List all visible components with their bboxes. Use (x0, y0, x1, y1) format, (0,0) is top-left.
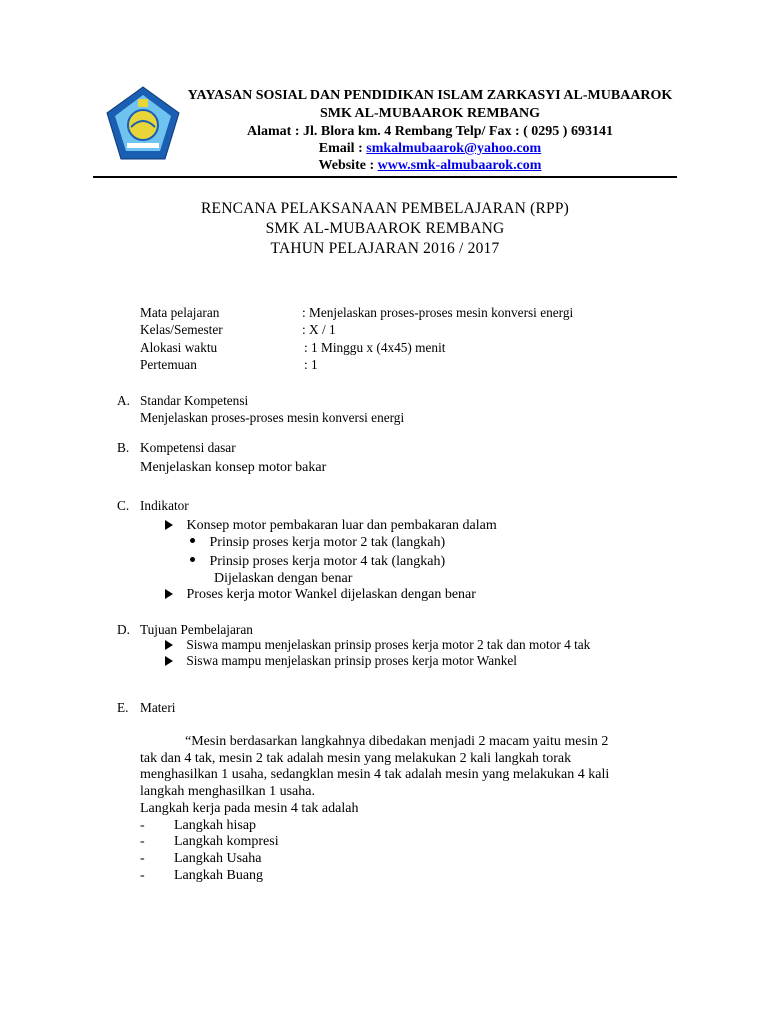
arrow-bullet-icon (165, 656, 173, 666)
arrow-bullet-icon (165, 589, 173, 599)
material-step (140, 851, 261, 867)
section-e-heading: Materi (140, 700, 176, 715)
section-a-letter: A. (117, 393, 130, 408)
indicator-sub-1 (190, 535, 445, 551)
material-paragraph-line-1: “Mesin berdasarkan langkahnya dibedakan menjadi 2 macam yaitu mesin 2 (185, 734, 609, 749)
indicator-sub-1-text: Prinsip proses kerja motor 2 tak (langkah) (209, 535, 446, 550)
arrow-bullet-icon (165, 520, 173, 530)
indicator-item-2-text: Proses kerja motor Wankel dijelaskan dengan benar (186, 587, 476, 602)
identity-value-meeting: : 1 (304, 357, 318, 372)
identity-value-time: : 1 Minggu x (4x45) menit (304, 340, 446, 355)
objective-item-1-text: Siswa mampu menjelaskan prinsip proses kerja motor 2 tak dan motor 4 tak (186, 637, 591, 652)
dash-bullet: - (140, 818, 145, 833)
material-step (140, 868, 263, 884)
material-step (140, 834, 279, 850)
section-a-body: Menjelaskan proses-proses mesin konversi energi (140, 410, 405, 425)
document-title: RENCANA PELAKSANAAN PEMBELAJARAN (RPP) (200, 200, 569, 217)
arrow-bullet-icon (165, 640, 173, 650)
foundation-name: YAYASAN SOSIAL DAN PENDIDIKAN ISLAM ZARKASYI AL-MUBAAROK (187, 88, 673, 103)
indicator-sub-2-text: Prinsip proses kerja motor 4 tak (langkah) (209, 554, 446, 569)
school-address: Alamat : Jl. Blora km. 4 Rembang Telp/ Fax : ( 0295 ) 693141 (247, 124, 613, 139)
identity-label-time: Alokasi waktu (140, 340, 218, 355)
section-d-letter: D. (117, 622, 130, 637)
section-c-heading: Indikator (140, 498, 189, 513)
indicator-sub-note: Dijelaskan dengan benar (214, 571, 353, 586)
email-line (175, 141, 685, 157)
document-year: TAHUN PELAJARAN 2016 / 2017 (270, 240, 500, 257)
website-line (175, 158, 685, 174)
identity-value-subject: : Menjelaskan proses-proses mesin konversi energi (302, 305, 574, 320)
dot-bullet-icon (190, 557, 195, 562)
section-b-letter: B. (117, 440, 130, 455)
indicator-item-1-text: Konsep motor pembakaran luar dan pembakaran dalam (186, 518, 497, 533)
letterhead-divider (93, 176, 677, 178)
section-a-heading: Standar Kompetensi (140, 393, 249, 408)
website-link[interactable]: www.smk-almubaarok.com (377, 158, 542, 173)
identity-label-meeting: Pertemuan (140, 357, 197, 372)
material-step-text: Langkah kompresi (174, 834, 279, 849)
indicator-sub-2 (190, 554, 445, 570)
email-link[interactable]: smkalmubaarok@yahoo.com (366, 141, 542, 156)
dash-bullet: - (140, 834, 145, 849)
material-paragraph-line-3: menghasilkan 1 usaha, sedangklan mesin 4 tak adalah mesin yang melakukan 4 kali (140, 767, 610, 782)
material-step-text: Langkah Usaha (174, 851, 262, 866)
website-label: Website : (318, 158, 378, 173)
school-name: SMK AL-MUBAAROK REMBANG (319, 106, 541, 121)
section-c-letter: C. (117, 498, 130, 513)
section-b-heading: Kompetensi dasar (140, 440, 236, 455)
indicator-item-2 (165, 587, 476, 603)
identity-label-subject: Mata pelajaran (140, 305, 220, 320)
dash-bullet: - (140, 851, 145, 866)
section-b-body: Menjelaskan konsep motor bakar (140, 460, 327, 475)
objective-item-2-text: Siswa mampu menjelaskan prinsip proses kerja motor Wankel (186, 653, 517, 668)
material-steps-intro: Langkah kerja pada mesin 4 tak adalah (140, 801, 359, 816)
identity-value-class: : X / 1 (302, 322, 336, 337)
identity-label-class: Kelas/Semester (140, 322, 223, 337)
material-step-text: Langkah Buang (174, 868, 264, 883)
material-step (140, 818, 256, 834)
objective-item-2 (165, 653, 517, 669)
section-e-letter: E. (117, 700, 129, 715)
dash-bullet: - (140, 868, 145, 883)
material-step-text: Langkah hisap (174, 818, 257, 833)
material-paragraph-line-4: langkah menghasilkan 1 usaha. (140, 784, 315, 799)
material-paragraph-line-2: tak dan 4 tak, mesin 2 tak adalah mesin yang melakukan 2 kali langkah torak (140, 751, 572, 766)
document-school: SMK AL-MUBAAROK REMBANG (265, 220, 505, 237)
section-d-heading: Tujuan Pembelajaran (140, 622, 253, 637)
school-logo (105, 85, 181, 161)
indicator-item-1 (165, 518, 497, 534)
objective-item-1 (165, 637, 590, 653)
email-label: Email : (318, 141, 367, 156)
dot-bullet-icon (190, 538, 195, 543)
